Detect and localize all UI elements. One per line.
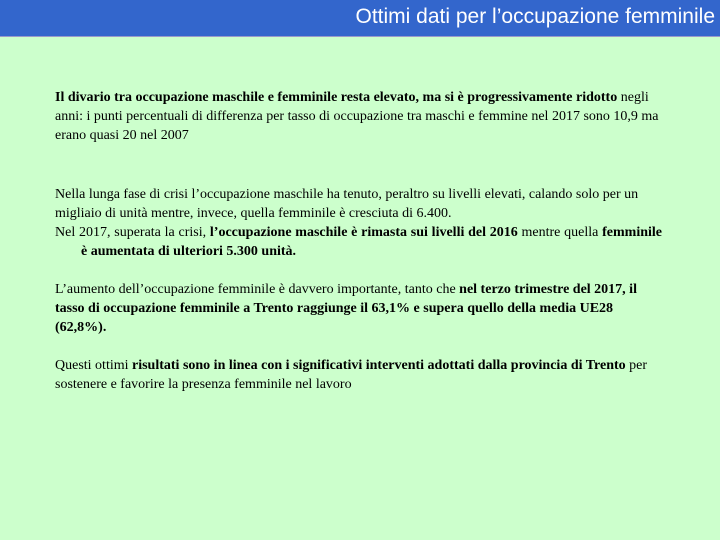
title-bar — [0, 0, 720, 37]
paragraph-crisis — [55, 185, 662, 223]
paragraph-increase-text: L’aumento dell’occupazione femminile è davvero importante, tanto che — [55, 282, 460, 297]
paragraph-2017-bold-1: l’occupazione maschile è rimasta sui livelli del 2016 — [209, 225, 518, 240]
paragraph-increase — [55, 280, 662, 337]
slide-title: Ottimi dati per l’occupazione femminile — [355, 5, 715, 28]
paragraph-2017-text-1: Nel 2017, superata la crisi, — [55, 225, 210, 240]
paragraph-results-bold: risultati sono in linea con i significativi interventi adottati dalla provincia di Trento — [132, 358, 626, 373]
paragraph-gender-gap-text: negli anni: i punti percentuali di differenza per tasso di occupazione tra maschi e femmine nel 2017 sono 10,9 ma erano quasi 20 nel 2007 — [55, 90, 659, 143]
paragraph-gender-gap — [55, 88, 662, 145]
paragraph-results-text-2: per sostenere e favorire la presenza femminile nel lavoro — [55, 358, 648, 392]
paragraph-gender-gap-bold: Il divario tra occupazione maschile e femminile resta elevato, ma si è progressivamente ridotto — [55, 90, 618, 105]
paragraph-2017-text-2: mentre quella — [517, 225, 603, 240]
paragraph-results — [55, 356, 662, 394]
paragraph-increase-bold: nel terzo trimestre del 2017, il tasso di occupazione femminile a Trento raggiunge il 63,1% e supera quello della media UE28 (62,8%). — [55, 282, 637, 335]
paragraph-crisis-text: Nella lunga fase di crisi l’occupazione maschile ha tenuto, peraltro su livelli elevati, calando solo per un migliaio di unità mentre, invece, quella femminile è cresciuta di 6.400. — [55, 187, 639, 221]
paragraph-2017 — [55, 223, 662, 261]
paragraph-2017-bold-2: femminile è aumentata di ulteriori 5.300 unità. — [81, 225, 663, 259]
paragraph-results-text-1: Questi ottimi — [55, 358, 132, 373]
slide-content — [55, 88, 662, 394]
